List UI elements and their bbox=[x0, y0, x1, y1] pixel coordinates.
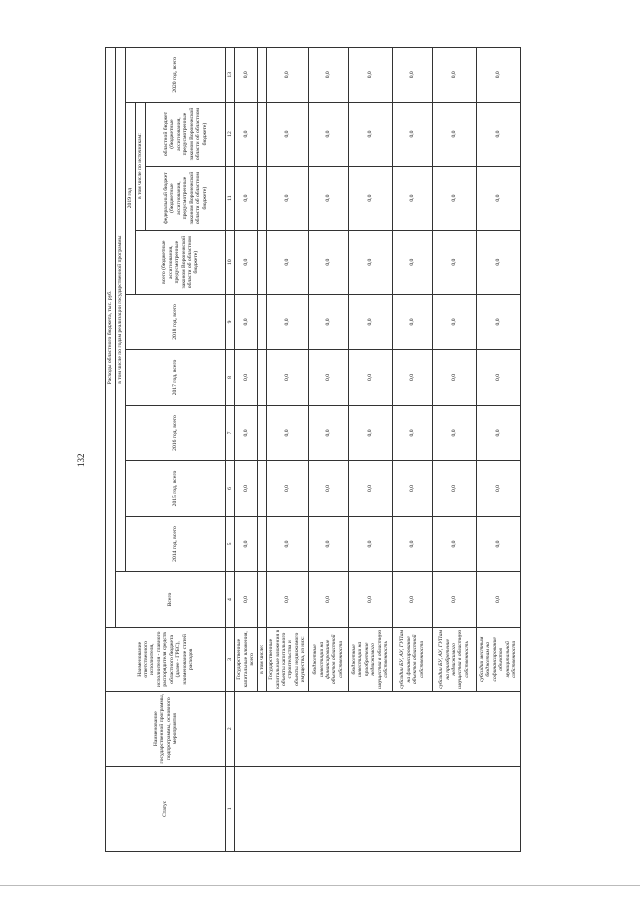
row-label: бюджетные инвестиции на приобретение недвижимого имущества в областную собственность bbox=[348, 627, 392, 691]
value-cell: 0,0 bbox=[476, 460, 520, 516]
value-cell: 0,0 bbox=[432, 349, 476, 405]
value-cell bbox=[257, 230, 266, 294]
col-number: 8 bbox=[226, 349, 235, 405]
row-label: Государственные капитальные вложения, всего bbox=[235, 627, 257, 691]
header-2016: 2016 год, всего bbox=[126, 405, 226, 461]
header-2019: 2019 год bbox=[126, 102, 136, 294]
value-cell: 0,0 bbox=[308, 516, 348, 572]
value-cell: 0,0 bbox=[392, 102, 432, 166]
value-cell bbox=[257, 571, 266, 627]
value-cell: 0,0 bbox=[476, 102, 520, 166]
col-number: 9 bbox=[226, 294, 235, 350]
value-cell: 0,0 bbox=[267, 516, 309, 572]
value-cell: 0,0 bbox=[267, 294, 309, 350]
value-cell: 0,0 bbox=[392, 405, 432, 461]
page-number: 132 bbox=[76, 453, 86, 467]
program-name-cell bbox=[235, 691, 520, 766]
header-status: Статус bbox=[106, 766, 226, 851]
col-number: 11 bbox=[226, 166, 235, 230]
col-number: 3 bbox=[226, 627, 235, 691]
value-cell: 0,0 bbox=[267, 571, 309, 627]
value-cell: 0,0 bbox=[476, 349, 520, 405]
value-cell: 0,0 bbox=[432, 166, 476, 230]
row-label: в том числе: bbox=[257, 627, 266, 691]
col-number: 1 bbox=[226, 766, 235, 851]
budget-table bbox=[105, 47, 521, 852]
col-number: 7 bbox=[226, 405, 235, 461]
value-cell: 0,0 bbox=[392, 349, 432, 405]
value-cell: 0,0 bbox=[432, 294, 476, 350]
header-subtitle: в том числе по годам реализации государственной программы bbox=[116, 47, 126, 571]
header-2019-federal: федеральный бюджет (бюджетные ассигнования, предусмотренные законом Воронежской области об областном бюджете) bbox=[146, 166, 226, 230]
value-cell: 0,0 bbox=[348, 460, 392, 516]
value-cell: 0,0 bbox=[348, 405, 392, 461]
value-cell: 0,0 bbox=[432, 47, 476, 102]
value-cell: 0,0 bbox=[235, 230, 257, 294]
value-cell: 0,0 bbox=[392, 230, 432, 294]
value-cell: 0,0 bbox=[476, 294, 520, 350]
value-cell: 0,0 bbox=[235, 294, 257, 350]
value-cell bbox=[257, 405, 266, 461]
value-cell: 0,0 bbox=[432, 405, 476, 461]
value-cell: 0,0 bbox=[348, 571, 392, 627]
value-cell: 0,0 bbox=[476, 47, 520, 102]
value-cell: 0,0 bbox=[267, 460, 309, 516]
header-2017: 2017 год, всего bbox=[126, 349, 226, 405]
value-cell: 0,0 bbox=[432, 230, 476, 294]
header-2014: 2014 год, всего bbox=[126, 516, 226, 572]
row-label: субсидии БУ, АУ, ГУПам на финансирование объектов областной собственности bbox=[392, 627, 432, 691]
value-cell: 0,0 bbox=[235, 516, 257, 572]
value-cell: 0,0 bbox=[308, 405, 348, 461]
value-cell: 0,0 bbox=[348, 166, 392, 230]
header-program-name: Наименование государственной программы, подпрограммы, основного мероприятия bbox=[106, 691, 226, 766]
header-executor: Наименование ответственного исполнителя, исполнителя - главного распорядителя средств областного бюджета (далее - ГРБС), наименование статей расходов bbox=[106, 627, 226, 691]
value-cell: 0,0 bbox=[267, 349, 309, 405]
col-number: 10 bbox=[226, 230, 235, 294]
value-cell bbox=[257, 349, 266, 405]
value-cell: 0,0 bbox=[267, 405, 309, 461]
value-cell: 0,0 bbox=[432, 102, 476, 166]
value-cell bbox=[257, 47, 266, 102]
value-cell: 0,0 bbox=[308, 47, 348, 102]
status-cell bbox=[235, 766, 520, 851]
value-cell: 0,0 bbox=[348, 349, 392, 405]
header-2015: 2015 год, всего bbox=[126, 460, 226, 516]
row-label: субсидии местным бюджетам на софинансирование объектов муниципальной собственности bbox=[476, 627, 520, 691]
value-cell: 0,0 bbox=[267, 230, 309, 294]
value-cell: 0,0 bbox=[432, 516, 476, 572]
header-budget-title: Расходы областного бюджета, тыс. руб. bbox=[106, 47, 116, 627]
value-cell bbox=[257, 460, 266, 516]
value-cell: 0,0 bbox=[476, 230, 520, 294]
value-cell: 0,0 bbox=[308, 571, 348, 627]
value-cell: 0,0 bbox=[476, 405, 520, 461]
value-cell: 0,0 bbox=[235, 47, 257, 102]
value-cell: 0,0 bbox=[235, 405, 257, 461]
value-cell: 0,0 bbox=[392, 516, 432, 572]
header-2020: 2020 год, всего bbox=[126, 47, 226, 102]
value-cell bbox=[257, 102, 266, 166]
value-cell: 0,0 bbox=[476, 166, 520, 230]
value-cell bbox=[257, 166, 266, 230]
value-cell: 0,0 bbox=[267, 102, 309, 166]
value-cell: 0,0 bbox=[235, 349, 257, 405]
header-total: Всего bbox=[116, 571, 226, 627]
value-cell: 0,0 bbox=[308, 460, 348, 516]
value-cell: 0,0 bbox=[308, 102, 348, 166]
value-cell: 0,0 bbox=[348, 47, 392, 102]
value-cell: 0,0 bbox=[308, 294, 348, 350]
value-cell: 0,0 bbox=[267, 166, 309, 230]
row-label: субсидии БУ, АУ, ГУПам на приобретение недвижимого имущества в областную собственность bbox=[432, 627, 476, 691]
value-cell: 0,0 bbox=[308, 349, 348, 405]
col-number: 5 bbox=[226, 516, 235, 572]
value-cell: 0,0 bbox=[235, 460, 257, 516]
col-number: 6 bbox=[226, 460, 235, 516]
col-number: 13 bbox=[226, 47, 235, 102]
value-cell: 0,0 bbox=[432, 571, 476, 627]
page-bottom-rule bbox=[0, 885, 640, 886]
value-cell: 0,0 bbox=[348, 102, 392, 166]
col-number: 4 bbox=[226, 571, 235, 627]
value-cell: 0,0 bbox=[267, 47, 309, 102]
header-2019-regional: областной бюджет (бюджетные ассигнования, предусмотренные законом Воронежской области об областном бюджете) bbox=[146, 102, 226, 166]
value-cell: 0,0 bbox=[348, 230, 392, 294]
value-cell: 0,0 bbox=[392, 166, 432, 230]
value-cell: 0,0 bbox=[308, 166, 348, 230]
header-2019-total: всего (бюджетные ассигнования, предусмотренные законом Воронежской области об областном бюджете) bbox=[136, 230, 226, 294]
row-label: бюджетные инвестиции на финансирование объектов областной собственности bbox=[308, 627, 348, 691]
value-cell: 0,0 bbox=[476, 516, 520, 572]
value-cell: 0,0 bbox=[235, 166, 257, 230]
value-cell bbox=[257, 516, 266, 572]
row-label: Государственные капитальные вложения в объекты капитального строительства и объекты недвижимого имущества, из них: bbox=[267, 627, 309, 691]
table-body bbox=[235, 47, 520, 851]
header-2018: 2018 год, всего bbox=[126, 294, 226, 350]
value-cell: 0,0 bbox=[348, 516, 392, 572]
value-cell: 0,0 bbox=[392, 47, 432, 102]
col-number: 12 bbox=[226, 102, 235, 166]
value-cell bbox=[257, 294, 266, 350]
value-cell: 0,0 bbox=[348, 294, 392, 350]
value-cell: 0,0 bbox=[308, 230, 348, 294]
table-row bbox=[235, 47, 257, 851]
rotated-table-sheet bbox=[70, 32, 570, 872]
value-cell: 0,0 bbox=[392, 460, 432, 516]
col-number: 2 bbox=[226, 691, 235, 766]
value-cell: 0,0 bbox=[392, 294, 432, 350]
value-cell: 0,0 bbox=[392, 571, 432, 627]
value-cell: 0,0 bbox=[235, 571, 257, 627]
header-sources: в том числе по источникам: bbox=[136, 102, 146, 230]
value-cell: 0,0 bbox=[235, 102, 257, 166]
value-cell: 0,0 bbox=[432, 460, 476, 516]
value-cell: 0,0 bbox=[476, 571, 520, 627]
